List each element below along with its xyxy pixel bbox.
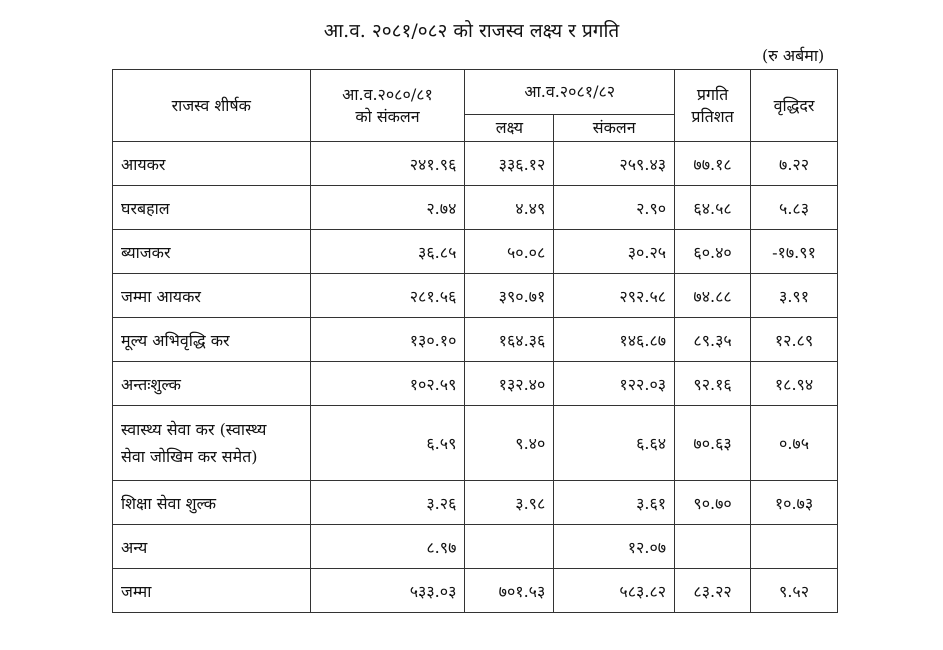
cell-target — [465, 525, 554, 569]
cell-growth: १२.८९ — [751, 318, 838, 362]
cell-growth: ३.९१ — [751, 274, 838, 318]
header-revenue-heading: राजस्व शीर्षक — [113, 70, 311, 142]
cell-target: ३३६.१२ — [465, 142, 554, 186]
header-progress — [675, 70, 751, 142]
cell-progress: ७०.६३ — [675, 406, 751, 481]
row-heading: जम्मा आयकर — [113, 274, 311, 318]
row-heading — [113, 406, 311, 481]
cell-collection: १२२.०३ — [554, 362, 675, 406]
cell-target: ९.४० — [465, 406, 554, 481]
cell-target: ३९०.७१ — [465, 274, 554, 318]
table-row — [113, 406, 838, 481]
cell-progress: ६४.५८ — [675, 186, 751, 230]
revenue-table — [112, 69, 838, 613]
row-heading: आयकर — [113, 142, 311, 186]
table-row — [113, 142, 838, 186]
cell-target: ७०१.५३ — [465, 569, 554, 613]
cell-growth: -१७.९१ — [751, 230, 838, 274]
row-heading: मूल्य अभिवृद्धि कर — [113, 318, 311, 362]
header-progress-line2: प्रतिशत — [691, 106, 734, 126]
cell-target: १३२.४० — [465, 362, 554, 406]
table-row — [113, 318, 838, 362]
cell-prev: ३.२६ — [310, 481, 465, 525]
cell-collection: २९२.५८ — [554, 274, 675, 318]
row-heading: शिक्षा सेवा शुल्क — [113, 481, 311, 525]
cell-prev: ८.९७ — [310, 525, 465, 569]
cell-progress: ९०.७० — [675, 481, 751, 525]
row-heading: ब्याजकर — [113, 230, 311, 274]
cell-collection: ३.६१ — [554, 481, 675, 525]
row-heading-line2: सेवा जोखिम कर समेत) — [121, 447, 258, 466]
cell-prev: १३०.१० — [310, 318, 465, 362]
table-row — [113, 362, 838, 406]
cell-collection: ६.६४ — [554, 406, 675, 481]
cell-growth: ५.८३ — [751, 186, 838, 230]
cell-collection: २.९० — [554, 186, 675, 230]
table-row-total — [113, 569, 838, 613]
cell-progress: ९२.१६ — [675, 362, 751, 406]
header-target: लक्ष्य — [465, 115, 554, 142]
table-row — [113, 274, 838, 318]
cell-collection: ५८३.८२ — [554, 569, 675, 613]
table-row — [113, 230, 838, 274]
cell-collection: ३०.२५ — [554, 230, 675, 274]
cell-target: १६४.३६ — [465, 318, 554, 362]
page-title: आ.व. २०८१/०८२ को राजस्व लक्ष्य र प्रगति — [323, 20, 620, 42]
row-heading-line1: स्वास्थ्य सेवा कर (स्वास्थ्य — [121, 420, 267, 439]
table-row — [113, 186, 838, 230]
cell-collection: २५९.४३ — [554, 142, 675, 186]
header-collection: संकलन — [554, 115, 675, 142]
cell-growth: १०.७३ — [751, 481, 838, 525]
cell-target: ३.९८ — [465, 481, 554, 525]
header-prev-year — [310, 70, 465, 142]
cell-prev: २.७४ — [310, 186, 465, 230]
cell-target: ५०.०८ — [465, 230, 554, 274]
cell-progress: ७४.८८ — [675, 274, 751, 318]
header-prev-year-line1: आ.व.२०८०/८१ — [342, 84, 433, 104]
cell-collection: १२.०७ — [554, 525, 675, 569]
header-progress-line1: प्रगति — [696, 84, 729, 104]
header-growth: वृद्धिदर — [751, 70, 838, 142]
cell-prev: १०२.५९ — [310, 362, 465, 406]
row-heading: जम्मा — [113, 569, 311, 613]
cell-progress: ७७.१८ — [675, 142, 751, 186]
cell-growth: ७.२२ — [751, 142, 838, 186]
cell-collection: १४६.८७ — [554, 318, 675, 362]
cell-growth: ०.७५ — [751, 406, 838, 481]
cell-prev: २४१.९६ — [310, 142, 465, 186]
header-prev-year-line2: को संकलन — [355, 106, 420, 126]
cell-target: ४.४९ — [465, 186, 554, 230]
cell-prev: ६.५९ — [310, 406, 465, 481]
table-row — [113, 481, 838, 525]
cell-prev: २८१.५६ — [310, 274, 465, 318]
cell-progress — [675, 525, 751, 569]
row-heading: घरबहाल — [113, 186, 311, 230]
table-row — [113, 525, 838, 569]
cell-growth: ९.५२ — [751, 569, 838, 613]
cell-prev: ५३३.०३ — [310, 569, 465, 613]
cell-progress: ८३.२२ — [675, 569, 751, 613]
cell-growth: १८.९४ — [751, 362, 838, 406]
cell-progress: ६०.४० — [675, 230, 751, 274]
header-current-year: आ.व.२०८१/८२ — [465, 70, 675, 115]
row-heading: अन्य — [113, 525, 311, 569]
cell-growth — [751, 525, 838, 569]
unit-note: (रु अर्बमा) — [762, 46, 825, 65]
row-heading: अन्तःशुल्क — [113, 362, 311, 406]
cell-prev: ३६.८५ — [310, 230, 465, 274]
cell-progress: ८९.३५ — [675, 318, 751, 362]
